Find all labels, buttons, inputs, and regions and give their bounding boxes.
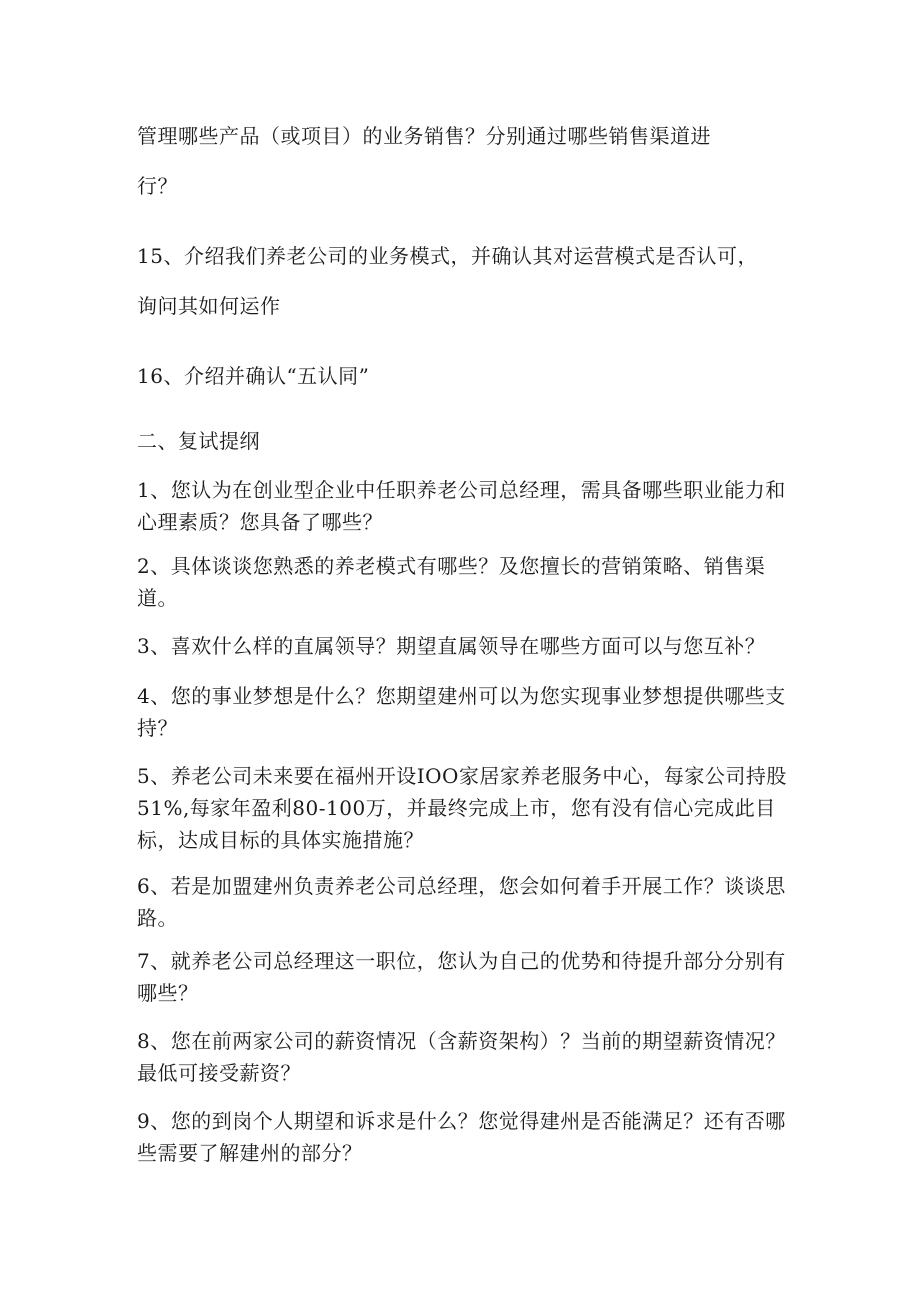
question-6: 6、若是加盟建州负责养老公司总经理，您会如何着手开展工作？谈谈思路。 — [137, 874, 786, 930]
question-4: 4、您的事业梦想是什么？您期望建州可以为您实现事业梦想提供哪些支持？ — [137, 684, 786, 740]
item-15-line-1: 15、介绍我们养老公司的业务模式，并确认其对运营模式是否认可， — [137, 244, 758, 268]
question-8: 8、您在前两家公司的薪资情况（含薪资架构）？当前的期望薪资情况？最低可接受薪资？ — [137, 1029, 786, 1085]
question-5: 5、养老公司未来要在福州开设IOO家居家养老服务中心，每家公司持股51%,每家年盈利80-100万，并最终完成上市，您有没有信心完成此目标，达成目标的具体实施措施？ — [137, 764, 787, 852]
question-3: 3、喜欢什么样的直属领导？期望直属领导在哪些方面可以与您互补？ — [137, 634, 766, 658]
question-1: 1、您认为在创业型企业中任职养老公司总经理，需具备哪些职业能力和心理素质？您具备了哪些？ — [137, 478, 786, 534]
question-9: 9、您的到岗个人期望和诉求是什么？您觉得建州是否能满足？还有否哪些需要了解建州的部分？ — [137, 1109, 786, 1165]
question-7: 7、就养老公司总经理这一职位，您认为自己的优势和待提升部分分别有哪些？ — [137, 949, 786, 1005]
item-16: 16、介绍并确认“五认同” — [137, 364, 370, 388]
question-2: 2、具体谈谈您熟悉的养老模式有哪些？及您擅长的营销策略、销售渠道。 — [137, 554, 766, 610]
item-15-line-2: 询问其如何运作 — [137, 294, 281, 318]
continuation-line-1: 管理哪些产品（或项目）的业务销售？分别通过哪些销售渠道进 — [137, 124, 711, 148]
section-heading: 二、复试提纲 — [137, 429, 260, 453]
continuation-line-2: 行？ — [137, 174, 178, 198]
